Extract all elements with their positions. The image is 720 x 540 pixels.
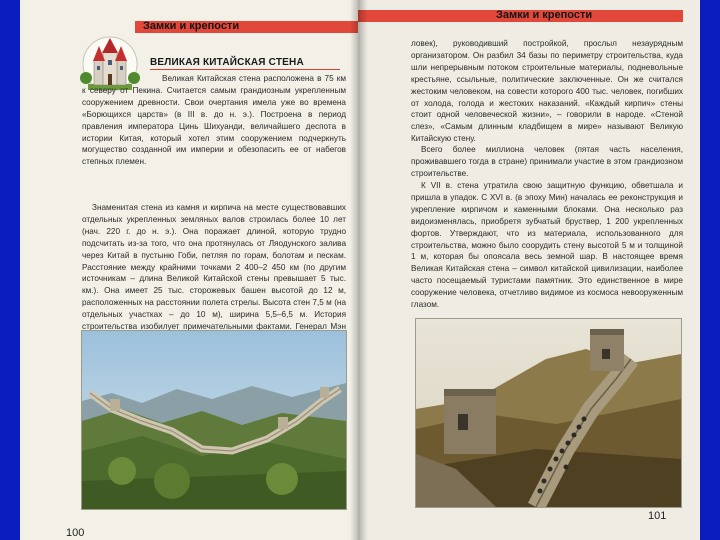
right-paragraph-2: Всего более миллиона человек (пятая часть населения, проживавшего тогда в стране) принимали участие в этом грандиозном строительстве. [411,145,683,178]
right-header-title: Замки и крепости [496,9,593,21]
right-page-number: 101 [648,510,667,522]
intro-paragraph: Великая Китайская стена расположена в 75 км к северу от Пекина. Считается самым грандиозным укрепленным сооружением древности. Свои очертания имела уже во времена «Борющихся царств» (в III в. до н. э.). Построена в период правления императора Цинь Шихуанди, величайшего деспота в истории Китая, который хотел этим сооружением подчеркнуть могущество созданной им империи и обезопасить ее от набегов степных племен. [82,74,346,167]
great-wall-photo-left [81,330,347,510]
open-book [20,0,700,540]
right-paragraph-1: ловек), руководивший постройкой, прослыл незаурядным организатором. Он разбил 34 базы по периметру строительства, куда шли непрерывным потоком строительные материалы, подневольные крестьяне, ссыльные, политические заключенные. Он же считался жестоким человеком, на совести которого 400 тыс. человек, погибших от холода, голода и жестоких наказаний. «Каждый кирпич» стены стоит одной человеческой жизни», – говорили в народе. «Стеной слез», «Самым длинным кладбищем в мире» называют Великую Китайскую стену. [411,39,683,144]
left-page [20,0,358,540]
right-page [358,0,700,540]
great-wall-photo-right [415,318,682,508]
section-title-rule [150,69,340,70]
right-paragraph-3: К VII в. стена утратила свою защитную функцию, обветшала и пришла в упадок. С XVI в. (в эпоху Мин) началась ее реконструкция и укрепление кирпичом и каменными блоками. Она несколько раз видоизменялась, приобретя зубчатый бруствер, 1 200 укрепленных фортов. Утверждают, что из материала, использованного для строительства, можно было соорудить стену высотой 5 м и толщиной 1 м, которая бы опоясала весь земной шар. В настоящее время Великая Китайская стена – символ китайской цивилизации, наиболее часто посещаемый туристами памятник. Это единственное в мире сооружение человека, отчетливо видимое из космоса невооруженным глазом. [411,181,683,310]
body-paragraph: Знаменитая стена из камня и кирпича на месте существовавших отдельных укрепленных земляных валов строилась более 10 лет (нач. 220 г. до н. э.). Она поражает длиной, которую трудно подсчитать из-за того, что она протянулась от Ляодунского залива через Китай в пустыню Гоби, петляя по горам, болотам и пескам. Расстояние между крайними точками 2 400–2 450 км (по другим источникам – длина Великой Китайской стены превышает 5 тыс. км.). Она имеет 25 тыс. сторожевых башен высотой до 12 м, расположенных на расстоянии полета стрелы. Высота стен 7,5 м (на отдельных участках – до 10 м), ширина 5,5–6,5 м. История строительства изобилует примечательными фактами. Генерал Мэн [82,203,346,332]
left-header-title: Замки и крепости [143,20,240,32]
left-page-number: 100 [66,527,85,539]
section-title: ВЕЛИКАЯ КИТАЙСКАЯ СТЕНА [150,57,304,68]
book-gutter [350,0,368,540]
